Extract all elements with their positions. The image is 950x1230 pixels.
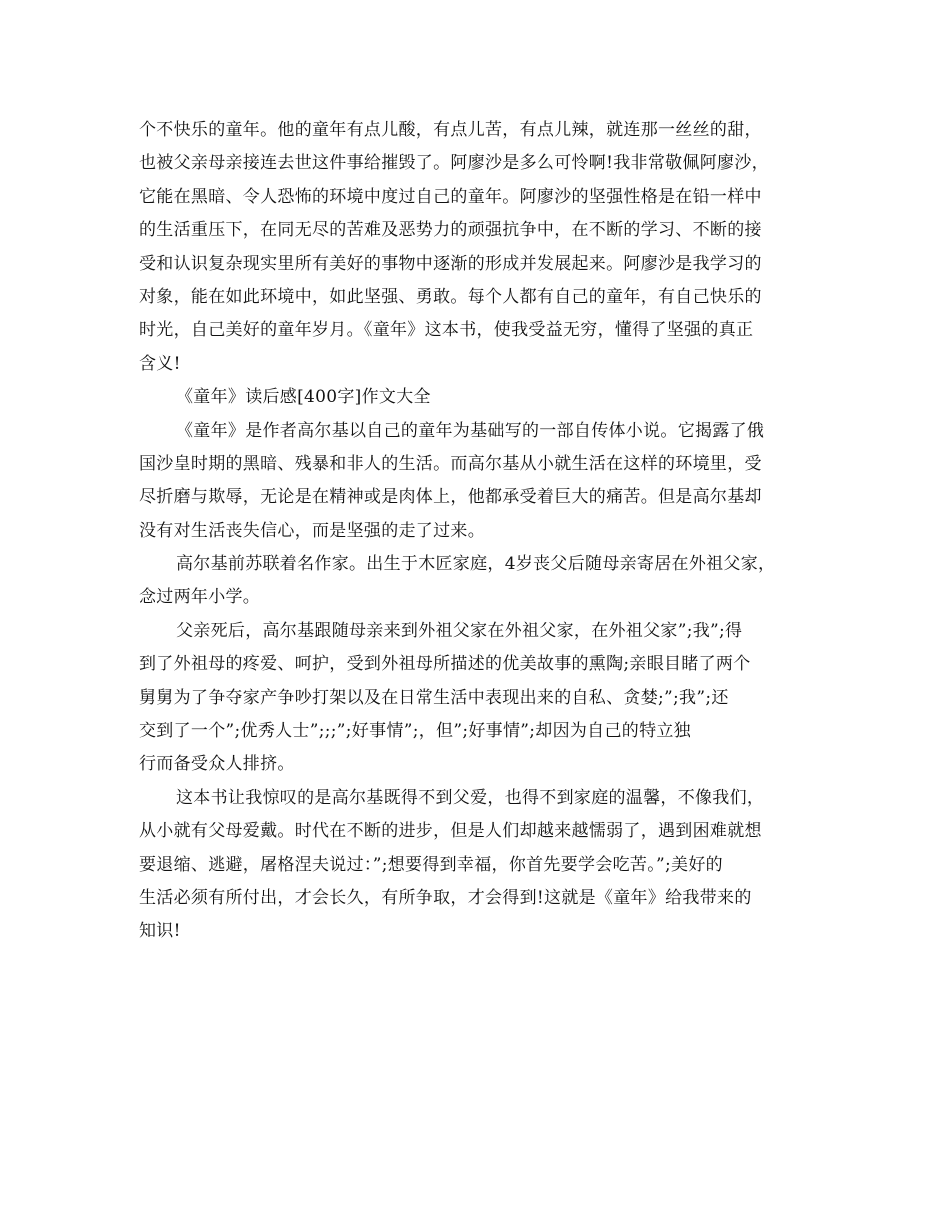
- text-line: 交到了一个”;优秀人士”;;;”;好事情”;，但”;好事情”;却因为自己的特立独: [139, 721, 691, 742]
- text-line: 舅舅为了争夺家产争吵打架以及在日常生活中表现出来的自私、贪婪;”;我”;还: [139, 687, 729, 708]
- text-line: 这本书让我惊叹的是高尔基既得不到父爱，也得不到家庭的温馨，不像我们，: [176, 787, 765, 808]
- text-line: 生活必须有所付出，才会长久，有所争取，才会得到!这就是《童年》给我带来的: [139, 887, 752, 908]
- text-line: 的生活重压下，在同无尽的苦难及恶势力的顽强抗争中，在不断的学习、不断的接: [139, 220, 762, 241]
- text-line: 到了外祖母的疼爱、呵护，受到外祖母所描述的优美故事的熏陶;亲眼目睹了两个: [139, 654, 751, 675]
- text-line: 行而备受众人排挤。: [139, 754, 295, 775]
- text-line: 父亲死后，高尔基跟随母亲来到外祖父家在外祖父家，在外祖父家”;我”;得: [176, 620, 743, 641]
- text-line: 知识!: [139, 921, 181, 942]
- text-line: 也被父亲母亲接连去世这件事给摧毁了。阿廖沙是多么可怜啊!我非常敬佩阿廖沙，: [139, 153, 769, 174]
- text-line: 含义!: [139, 353, 181, 374]
- section-heading: 《童年》读后感[400字]作文大全: [176, 387, 431, 408]
- text-line: 时光，自己美好的童年岁月。《童年》这本书，使我受益无穷，懂得了坚强的真正: [139, 320, 754, 341]
- text-line: 国沙皇时期的黑暗、残暴和非人的生活。而高尔基从小就生活在这样的环境里，受: [139, 453, 762, 474]
- text-line: 高尔基前苏联着名作家。出生于木匠家庭，4岁丧父后随母亲寄居在外祖父家，: [176, 554, 776, 575]
- text-line: 受和认识复杂现实里所有美好的事物中逐渐的形成并发展起来。阿廖沙是我学习的: [139, 253, 762, 274]
- text-line: 对象，能在如此环境中，如此坚强、勇敢。每个人都有自己的童年，有自己快乐的: [139, 286, 762, 307]
- text-line: 《童年》是作者高尔基以自己的童年为基础写的一部自传体小说。它揭露了俄: [176, 420, 765, 441]
- text-line: 念过两年小学。: [139, 587, 261, 608]
- text-line: 个不快乐的童年。他的童年有点儿酸，有点儿苦，有点儿辣，就连那一丝丝的甜，: [139, 120, 762, 140]
- text-line: 尽折磨与欺辱，无论是在精神或是肉体上，他都承受着巨大的痛苦。但是高尔基却: [139, 487, 762, 508]
- text-line: 要退缩、逃避，屠格涅夫说过：”;想要得到幸福，你首先要学会吃苦。”;美好的: [139, 854, 723, 875]
- text-line: 从小就有父母爱戴。时代在不断的进步，但是人们却越来越懦弱了，遇到困难就想: [139, 821, 762, 842]
- text-line: 它能在黑暗、令人恐怖的环境中度过自己的童年。阿廖沙的坚强性格是在铅一样中: [139, 186, 762, 207]
- text-line: 没有对生活丧失信心，而是坚强的走了过来。: [139, 520, 485, 541]
- document-body: [139, 114, 819, 949]
